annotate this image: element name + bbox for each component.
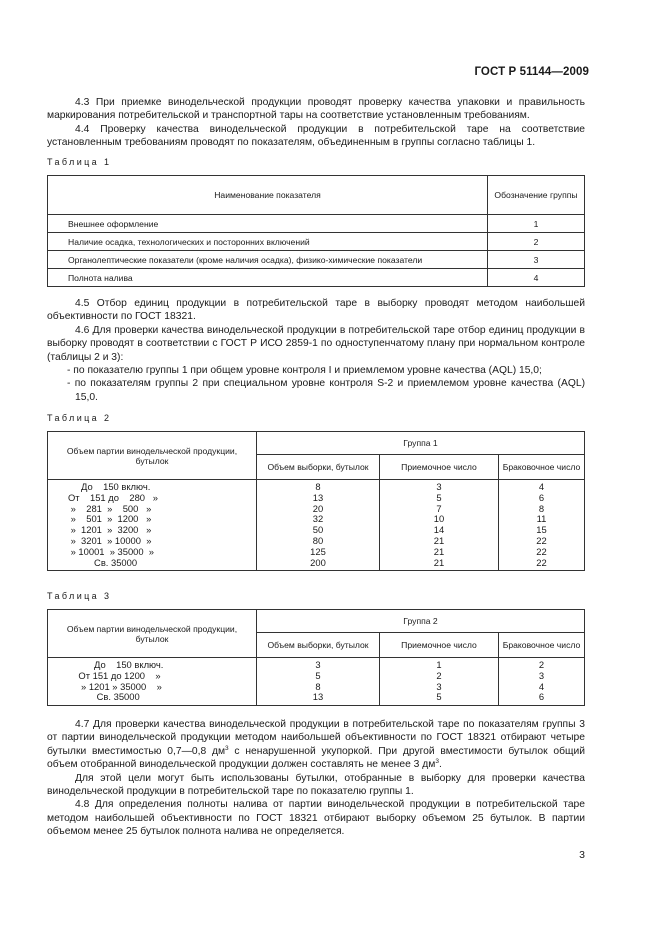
reject-number: 4: [499, 480, 585, 493]
group-code: 1: [488, 215, 585, 233]
indicator-name: Полнота налива: [48, 269, 488, 287]
table2-group-title: Группа 1: [257, 432, 585, 455]
reject-number: 22: [499, 536, 585, 547]
accept-number: 21: [380, 547, 499, 558]
accept-number: 21: [380, 558, 499, 571]
reject-number: 4: [499, 682, 585, 693]
party-range: » 281 » 500 »: [48, 504, 257, 515]
sample-size: 8: [257, 682, 380, 693]
table2: [47, 431, 585, 571]
table3-col-party: Объем партии винодельческой продукции, бутылок: [48, 610, 257, 658]
sample-size: 8: [257, 480, 380, 493]
table1-col-name: Наименование показателя: [48, 176, 488, 215]
table3-caption: Таблица 3: [47, 591, 112, 601]
party-range: До 150 включ.: [48, 658, 257, 671]
party-range: Св. 35000: [48, 692, 257, 705]
cube-superscript: 3: [435, 758, 439, 766]
paragraph-4-8: 4.8 Для определения полноты налива от партии винодельческой продукции в потребительской таре методом наибольшей объективности по ГОСТ 18321 отбирают выборку объемом 25 бутылок. В партии объемом менее 25 бутылок полнота налива не определяется.: [47, 799, 585, 838]
paragraph-4-3: 4.3 При приемке винодельческой продукции проводят проверку качества упаковки и правильность маркирования потребительской и транспортной тары на соответствие установленным требованиям.: [47, 97, 585, 122]
reject-number: 11: [499, 514, 585, 525]
table3: [47, 609, 585, 706]
party-range: Св. 35000: [48, 558, 257, 571]
indicator-name: Внешнее оформление: [48, 215, 488, 233]
accept-number: 1: [380, 658, 499, 671]
bullet-group-2: - по показателям группы 2 при специальном уровне контроля S-2 и приемлемом уровне качества (AQL) 15,0.: [67, 378, 585, 403]
table2-col-sample: Объем выборки, бутылок: [257, 455, 380, 480]
reject-number: 8: [499, 504, 585, 515]
reject-number: 22: [499, 547, 585, 558]
sample-size: 3: [257, 658, 380, 671]
party-range: » 501 » 1200 »: [48, 514, 257, 525]
party-range: » 1201 » 35000 »: [48, 682, 257, 693]
table-row: [48, 269, 585, 287]
paragraph-4-7-part-c: .: [438, 759, 442, 771]
paragraph-4-7-part-a: 4.7 Для проверки качества винодельческой продукции в потребительской таре по показателям группы 3 от партии винодельческой продукции методом наибольшей объективности по ГОСТ 18321 отбирают четыре бутылки вместимостью 0,7—0,8 дм: [47, 719, 585, 757]
paragraph-4-7-part-b: с ненарушенной укупоркой. При другой вместимости бутылок общий объем отобранной винодельческой продукции должен составлять не менее 3 дм: [47, 745, 585, 771]
accept-number: 10: [380, 514, 499, 525]
accept-number: 7: [380, 504, 499, 515]
table3-header-row-1: [48, 610, 585, 633]
reject-number: 15: [499, 525, 585, 536]
group-code: 4: [488, 269, 585, 287]
accept-number: 14: [380, 525, 499, 536]
party-range: » 1201 » 3200 »: [48, 525, 257, 536]
paragraph-4-6: 4.6 Для проверки качества винодельческой продукции в потребительской таре отбор единиц продукции в выборку проводят в соответствии с ГОСТ Р ИСО 2859-1 по одноступенчатому плану при нормальном контроле (таблицы 2 и 3):: [47, 324, 585, 363]
table3-col-reject: Браковочное число: [499, 633, 585, 658]
party-range: До 150 включ.: [48, 480, 257, 493]
table1: [47, 175, 585, 287]
table-row: [48, 251, 585, 269]
sample-size: 32: [257, 514, 380, 525]
indicator-name: Наличие осадка, технологических и посторонних включений: [48, 233, 488, 251]
sample-size: 200: [257, 558, 380, 571]
accept-number: 21: [380, 536, 499, 547]
sample-size: 20: [257, 504, 380, 515]
cube-superscript: 3: [225, 744, 229, 752]
accept-number: 3: [380, 480, 499, 493]
paragraph-4-7: [47, 718, 585, 772]
accept-number: 5: [380, 493, 499, 504]
bullet-group-1: - по показателю группы 1 при общем уровне контроля I и приемлемом уровне качества (AQL) 15,0;: [67, 365, 542, 377]
party-range: » 3201 » 10000 »: [48, 536, 257, 547]
table-row: [48, 558, 585, 571]
group-code: 3: [488, 251, 585, 269]
table3-col-sample: Объем выборки, бутылок: [257, 633, 380, 658]
sample-size: 125: [257, 547, 380, 558]
reject-number: 6: [499, 692, 585, 705]
table2-caption: Таблица 2: [47, 413, 112, 423]
paragraph-4-7-note: Для этой цели могут быть использованы бутылки, отобранные в выборку для проверки качества винодельческой продукции в потребительской таре по показателю группы 1.: [47, 772, 585, 798]
sample-size: 50: [257, 525, 380, 536]
table2-header-row-1: [48, 432, 585, 455]
indicator-name: Органолептические показатели (кроме наличия осадка), физико-химические показатели: [48, 251, 488, 269]
table2-col-accept: Приемочное число: [380, 455, 499, 480]
table1-caption: Таблица 1: [47, 157, 112, 167]
table1-header-row: [48, 176, 585, 215]
paragraph-4-4: 4.4 Проверку качества винодельческой продукции в потребительской таре на соответствие установленным требованиям проводят по показателям, объединенным в группы согласно таблицы 1.: [47, 123, 585, 149]
section-4-7-4-8: [47, 718, 585, 839]
table-row: [48, 692, 585, 705]
table3-group-title: Группа 2: [257, 610, 585, 633]
sample-size: 80: [257, 536, 380, 547]
table3-col-accept: Приемочное число: [380, 633, 499, 658]
table-row: [48, 547, 585, 558]
party-range: От 151 до 280 »: [48, 493, 257, 504]
reject-number: 6: [499, 493, 585, 504]
party-range: » 10001 » 35000 »: [48, 547, 257, 558]
group-code: 2: [488, 233, 585, 251]
party-range: От 151 до 1200 »: [48, 671, 257, 682]
accept-number: 3: [380, 682, 499, 693]
page-number: 3: [579, 849, 585, 861]
paragraph-4-5: 4.5 Отбор единиц продукции в потребительской таре в выборку проводят методом наибольшей объективности по ГОСТ 18321.: [47, 298, 585, 323]
reject-number: 3: [499, 671, 585, 682]
reject-number: 2: [499, 658, 585, 671]
table-row: [48, 480, 585, 493]
section-4-3-4-4: [47, 96, 585, 150]
table-row: [48, 493, 585, 504]
table-row: [48, 671, 585, 682]
section-4-5-4-6: [47, 297, 585, 404]
table-row: [48, 215, 585, 233]
table-row: [48, 233, 585, 251]
accept-number: 2: [380, 671, 499, 682]
table2-col-party: Объем партии винодельческой продукции, бутылок: [48, 432, 257, 480]
reject-number: 22: [499, 558, 585, 571]
sample-size: 13: [257, 692, 380, 705]
sample-size: 5: [257, 671, 380, 682]
accept-number: 5: [380, 692, 499, 705]
standard-number: ГОСТ Р 51144—2009: [474, 66, 589, 78]
table-row: [48, 658, 585, 671]
table2-col-reject: Браковочное число: [499, 455, 585, 480]
sample-size: 13: [257, 493, 380, 504]
table1-col-group: Обозначение группы: [488, 176, 585, 215]
